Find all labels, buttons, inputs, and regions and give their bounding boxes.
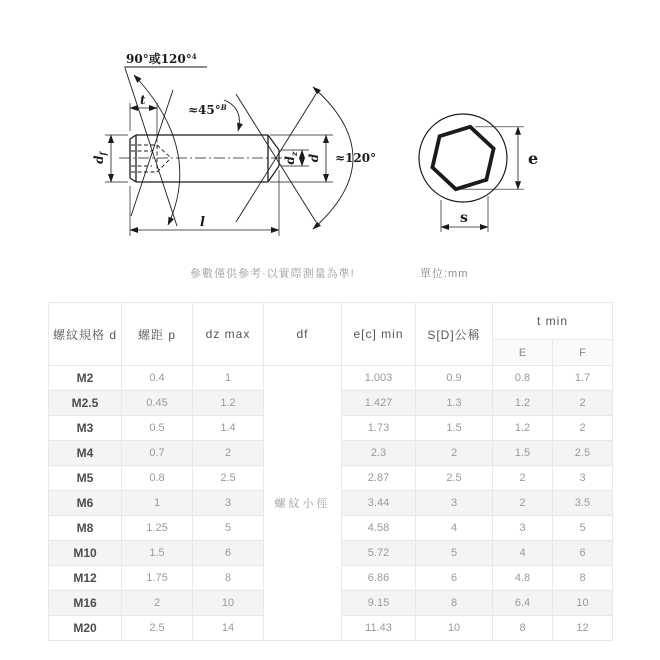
cell-spec: M4 [49,441,122,466]
cell-spec: M10 [49,541,122,566]
cell-pitch: 1.5 [122,541,193,566]
dim-e-label: e [528,149,539,168]
cell-t-min-e: 2 [493,491,553,516]
cell-t-min-f: 2 [553,416,613,441]
cell-e-min: 5.72 [342,541,416,566]
cell-t-min-e: 2 [493,466,553,491]
cell-spec: M2 [49,366,122,391]
cell-spec: M6 [49,491,122,516]
cell-dz: 1.4 [193,416,264,441]
cell-pitch: 1 [122,491,193,516]
cell-e-min: 2.3 [342,441,416,466]
cell-t-min-e: 4.8 [493,566,553,591]
cell-dz: 10 [193,591,264,616]
cell-spec: M20 [49,616,122,641]
cell-s-nominal: 1.5 [416,416,493,441]
header-e-min: e[c] min [342,303,416,366]
end-view-drawing [419,114,538,232]
cell-t-min-f: 6 [553,541,613,566]
dim-l-label: l [200,215,205,230]
header-t-min: t min [493,303,613,340]
cell-s-nominal: 0.9 [416,366,493,391]
cell-t-min-e: 1.2 [493,391,553,416]
cell-spec: M16 [49,591,122,616]
cell-e-min: 1.427 [342,391,416,416]
cell-t-min-f: 2 [553,391,613,416]
cell-e-min: 3.44 [342,491,416,516]
cell-spec: M3 [49,416,122,441]
cup-angle-lines [125,68,177,226]
cell-e-min: 1.003 [342,366,416,391]
header-dz-max: dz max [193,303,264,366]
cell-dz: 1.2 [193,391,264,416]
cell-s-nominal: 10 [416,616,493,641]
cell-pitch: 2 [122,591,193,616]
cell-s-nominal: 1.3 [416,391,493,416]
header-df: df [264,303,342,366]
cell-t-min-e: 3 [493,516,553,541]
cell-spec: M5 [49,466,122,491]
cell-pitch: 0.5 [122,416,193,441]
cell-s-nominal: 5 [416,541,493,566]
cell-dz: 14 [193,616,264,641]
dim-d-label: d [307,153,321,163]
cell-t-min-f: 3 [553,466,613,491]
table-row [49,366,613,391]
cell-t-min-e: 8 [493,616,553,641]
cell-dz: 1 [193,366,264,391]
dim-df-extensions [105,135,128,182]
reference-note: 參數僅供參考·以實際測量為準! [190,268,355,280]
cell-dz: 5 [193,516,264,541]
hex-socket-outline [432,127,493,189]
cell-e-min: 2.87 [342,466,416,491]
cell-t-min-f: 2.5 [553,441,613,466]
df-merged-cell: 螺紋小徑 [264,366,342,641]
dim-s-label: s [460,210,468,226]
cell-dz: 3 [193,491,264,516]
cell-e-min: 11.43 [342,616,416,641]
cell-s-nominal: 2 [416,441,493,466]
spec-table-body [49,366,613,641]
cell-s-nominal: 6 [416,566,493,591]
header-spec: 螺紋規格 d [49,303,122,366]
cell-dz: 6 [193,541,264,566]
spec-table [48,302,613,641]
cell-dz: 2.5 [193,466,264,491]
dim-df-label: $d_f$ [92,152,108,164]
cell-pitch: 0.8 [122,466,193,491]
cell-t-min-f: 3.5 [553,491,613,516]
cell-t-min-f: 12 [553,616,613,641]
cell-t-min-f: 1.7 [553,366,613,391]
cell-t-min-f: 10 [553,591,613,616]
cell-t-min-e: 0.8 [493,366,553,391]
hex-socket-hidden-lines [131,145,171,172]
cell-pitch: 0.45 [122,391,193,416]
technical-drawing [0,0,660,262]
header-t-min-e: E [493,340,553,366]
header-t-min-f: F [553,340,613,366]
cell-t-min-e: 1.5 [493,441,553,466]
header-pitch: 螺距 p [122,303,193,366]
cell-pitch: 1.25 [122,516,193,541]
cell-e-min: 9.15 [342,591,416,616]
cell-spec: M8 [49,516,122,541]
cell-s-nominal: 2.5 [416,466,493,491]
cell-spec: M2.5 [49,391,122,416]
cell-pitch: 0.7 [122,441,193,466]
cell-e-min: 1.73 [342,416,416,441]
cup-angle-label: 90°或120°$^4$ [126,52,197,66]
cell-s-nominal: 8 [416,591,493,616]
point-cone [268,135,279,182]
cell-dz: 2 [193,441,264,466]
screw-body-outline [130,135,268,182]
point-angle-label: ≈120° [335,151,377,165]
cell-e-min: 6.86 [342,566,416,591]
chamfer-angle-label: ≈45°$^B$ [188,103,227,117]
cell-dz: 8 [193,566,264,591]
cell-t-min-e: 6.4 [493,591,553,616]
cell-s-nominal: 3 [416,491,493,516]
cell-t-min-e: 4 [493,541,553,566]
cell-pitch: 1.75 [122,566,193,591]
side-view-drawing [92,51,376,236]
cell-t-min-f: 5 [553,516,613,541]
dim-dz-label: $d_z$ [283,151,299,165]
cell-t-min-e: 1.2 [493,416,553,441]
header-s-nominal: S[D]公稱 [416,303,493,366]
cell-spec: M12 [49,566,122,591]
unit-label: 單位:mm [420,268,469,280]
cell-pitch: 0.4 [122,366,193,391]
caption-row [0,265,660,281]
dim-t-label: t [140,93,146,107]
cell-pitch: 2.5 [122,616,193,641]
cell-t-min-f: 8 [553,566,613,591]
cell-s-nominal: 4 [416,516,493,541]
cell-e-min: 4.58 [342,516,416,541]
